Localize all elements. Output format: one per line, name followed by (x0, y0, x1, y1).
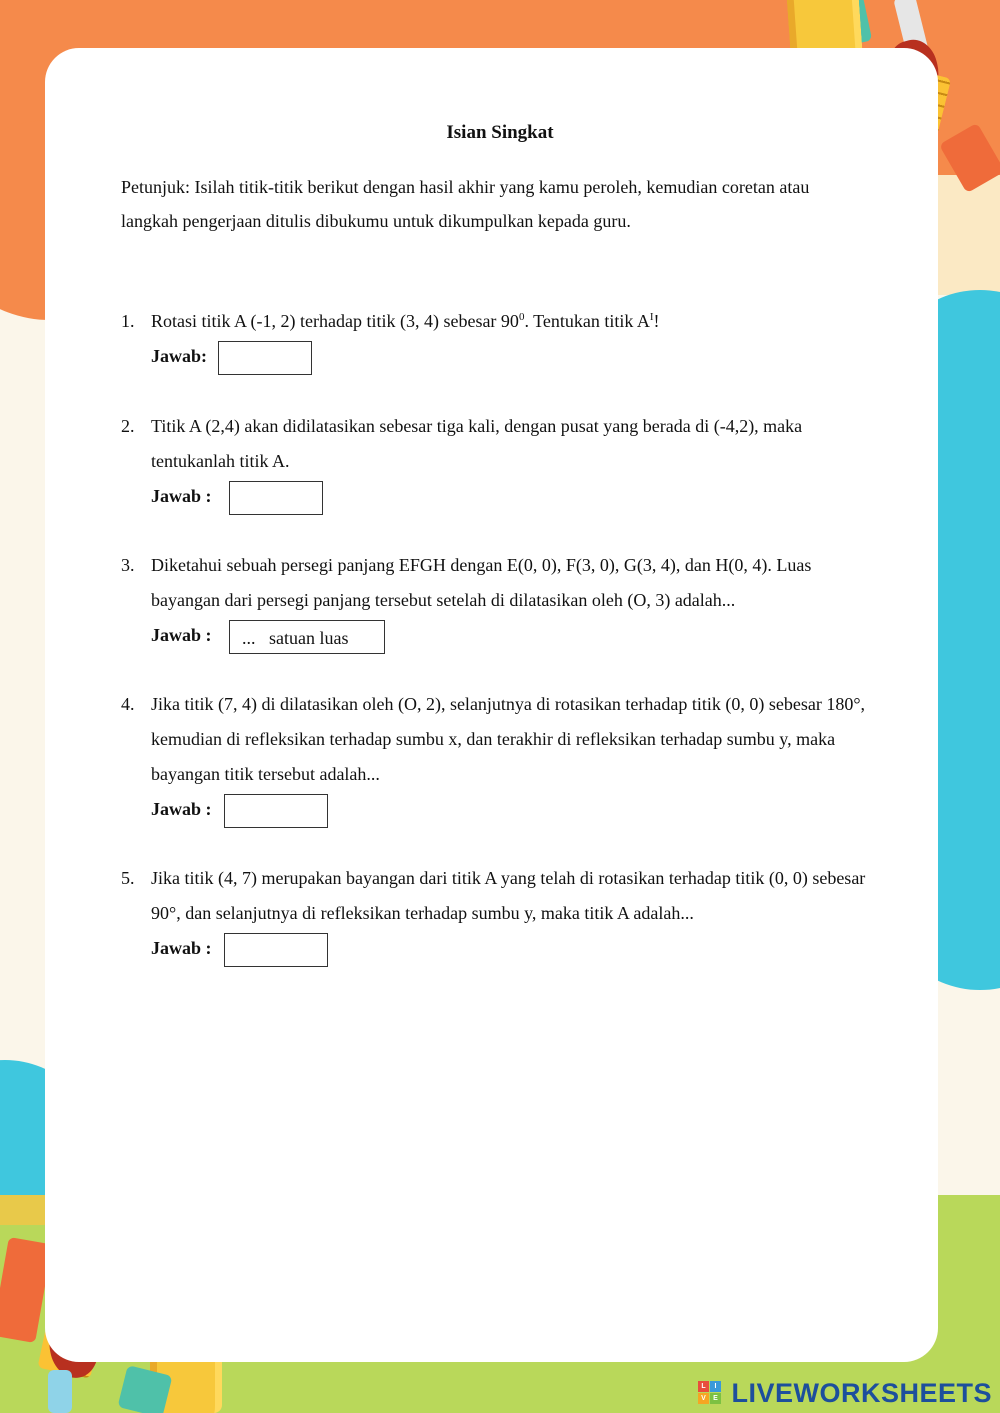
question-text: Jika titik (4, 7) merupakan bayangan dari titik A yang telah di rotasikan terhadap titik (0, 0) sebesar 90°, dan selanjutnya di refleksikan terhadap sumbu y, maka titik A adalah... (151, 868, 866, 923)
question-1 (121, 304, 881, 375)
brand-name: LIVEWORKSHEETS (731, 1378, 992, 1408)
question-number: 1. (121, 311, 135, 331)
answer-row (151, 792, 881, 828)
question-5 (121, 861, 881, 967)
question-3 (121, 548, 881, 654)
question-number: 5. (121, 868, 135, 888)
question-2 (121, 409, 881, 515)
prime-superscript: I (649, 311, 654, 323)
question-text: Titik A (2,4) akan didilatasikan sebesar tiga kali, dengan pusat yang berada di (-4,2), maka tentukanlah titik A. (151, 416, 803, 471)
question-number: 4. (121, 694, 135, 714)
question-text: Diketahui sebuah persegi panjang EFGH dengan E(0, 0), F(3, 0), G(3, 4), dan H(0, 4). Luas bayangan dari persegi panjang tersebut setelah di dilatasikan oleh (O, 3) adalah... (151, 555, 812, 610)
answer-row (151, 339, 881, 375)
answer-input-4[interactable] (224, 794, 328, 828)
question-number: 2. (121, 416, 135, 436)
answer-row (151, 618, 881, 654)
answer-input-5[interactable] (224, 933, 328, 967)
question-text-part: ! (653, 311, 660, 331)
answer-input-3[interactable]: ... satuan luas (229, 620, 385, 654)
question-4 (121, 687, 881, 828)
logo-letter: E (710, 1393, 721, 1404)
liveworksheets-logo-icon (698, 1381, 722, 1405)
answer-input-1[interactable] (218, 341, 312, 375)
question-text (151, 304, 881, 339)
question-text: Jika titik (7, 4) di dilatasikan oleh (O, 2), selanjutnya di rotasikan terhadap titik (0, 0) sebesar 180°, kemudian di refleksikan terhadap sumbu x, dan terakhir di refleksikan terhadap sumbu y, maka bayangan titik tersebut adalah... (151, 694, 866, 784)
question-number: 3. (121, 555, 135, 575)
logo-letter: I (710, 1381, 721, 1392)
answer-label: Jawab: (151, 346, 208, 366)
degree-superscript: 0 (518, 311, 525, 323)
answer-label: Jawab : (151, 799, 212, 819)
answer-label: Jawab : (151, 938, 212, 958)
answer-row (151, 479, 881, 515)
answer-label: Jawab : (151, 625, 212, 645)
answer-label: Jawab : (151, 486, 212, 506)
worksheet-title: Isian Singkat (446, 122, 554, 143)
logo-letter: V (698, 1393, 709, 1404)
answer-input-2[interactable] (229, 481, 323, 515)
logo-letter: L (698, 1381, 709, 1392)
instructions: Petunjuk: Isilah titik-titik berikut dengan hasil akhir yang kamu peroleh, kemudian coretan atau langkah pengerjaan ditulis dibukumu untuk dikumpulkan kepada guru. (121, 177, 810, 231)
question-text-part: . Tentukan titik A (524, 311, 650, 331)
question-text-part: Rotasi titik A (-1, 2) terhadap titik (3, 4) sebesar 90 (151, 311, 519, 331)
answer-row (151, 931, 881, 967)
